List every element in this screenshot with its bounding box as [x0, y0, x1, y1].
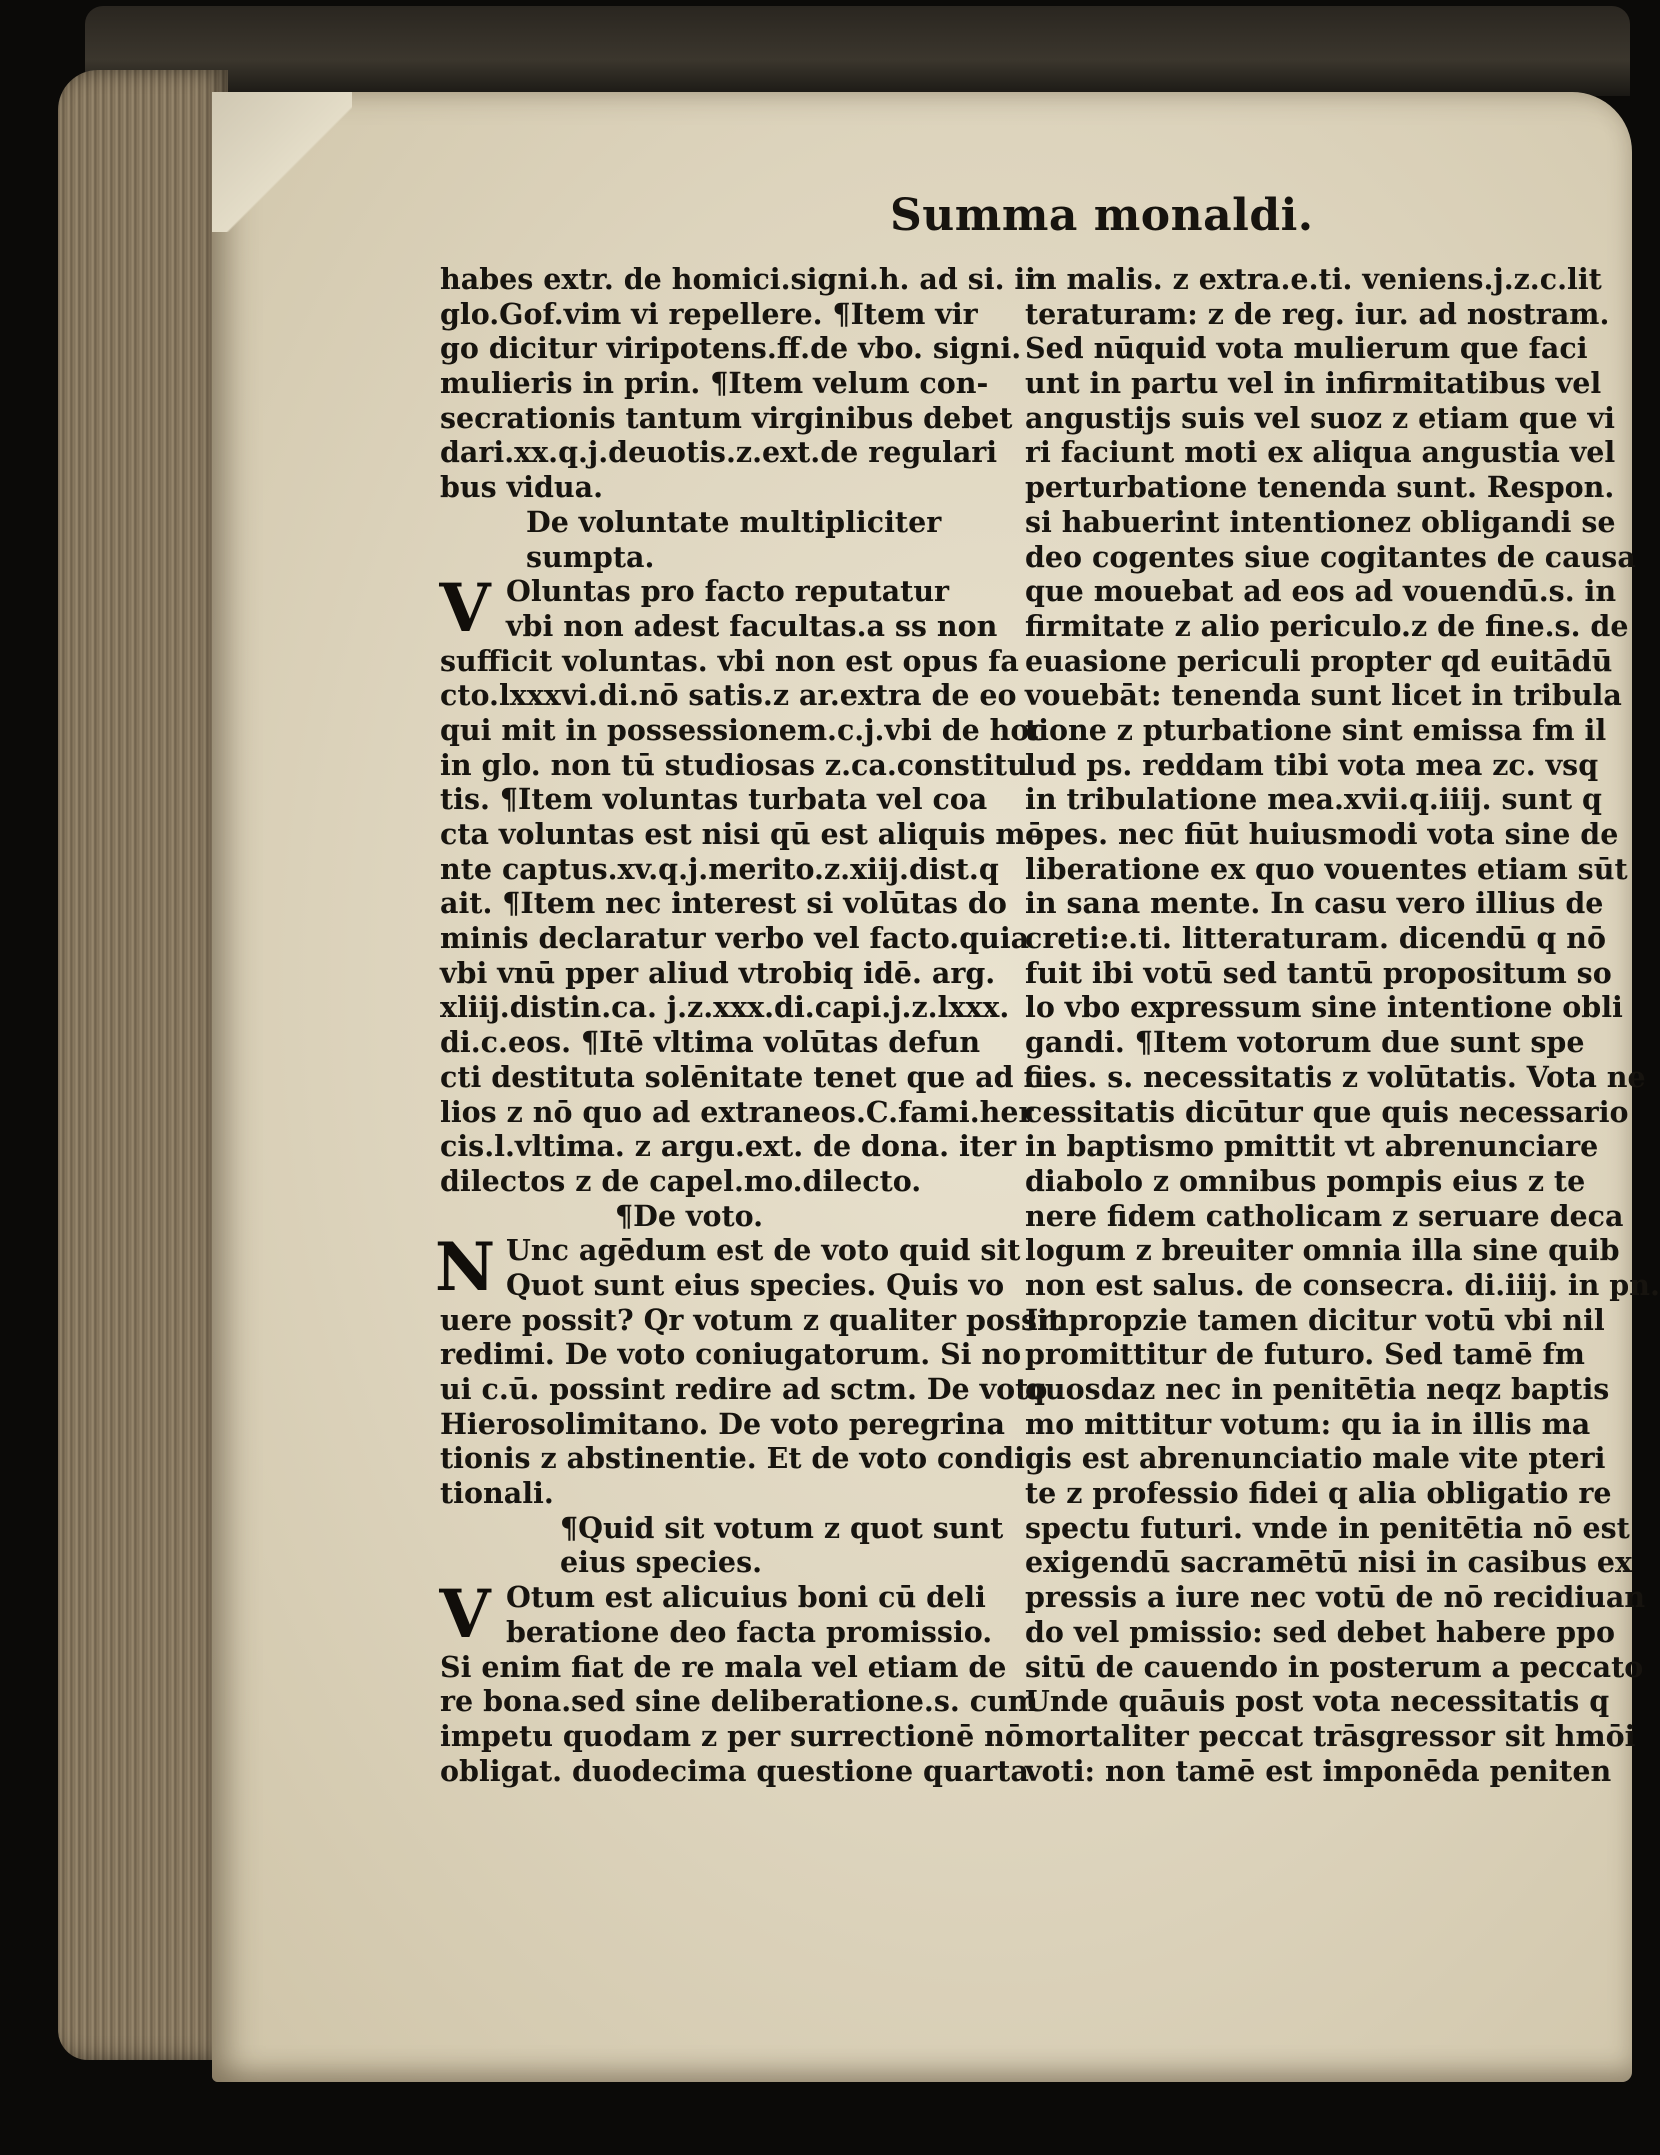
text-line: cto.lxxxvi.di.nō satis.z ar.extra de eo: [440, 678, 1017, 713]
text-line: exigendū sacramētū nisi in casibus ex: [1025, 1545, 1632, 1580]
text-line: nte captus.xv.q.j.merito.z.xiij.dist.q: [440, 851, 999, 886]
decorated-initial: N: [434, 1228, 496, 1307]
text-line: ait. ¶Item nec interest si volūtas do: [440, 886, 1007, 921]
text-line: vbi non adest facultas.a ss non: [506, 608, 998, 643]
text-line: do vel pmissio: sed debet habere ppo: [1025, 1614, 1615, 1649]
text-line: habes extr. de homici.signi.h. ad si. in: [440, 262, 1046, 296]
section-heading: sumpta.: [526, 539, 655, 574]
text-line: Unc agēdum est de voto quid sit: [506, 1233, 1021, 1268]
text-line: Otum est alicuius boni cū deli: [506, 1580, 986, 1615]
text-line: perturbatione tenenda sunt. Respon.: [1025, 470, 1615, 505]
text-line: unt in partu vel in infirmitatibus vel: [1025, 366, 1602, 401]
text-line: in glo. non tū studiosas z.ca.constitu: [440, 747, 1028, 782]
text-line: non est salus. de consecra. di.iiij. in pn.: [1025, 1267, 1660, 1302]
text-line: in baptismo pmittit vt abrenunciare: [1025, 1129, 1599, 1164]
section-heading: eius species.: [560, 1545, 763, 1580]
text-line: gis est abrenunciatio male vite pteri: [1025, 1441, 1606, 1476]
text-line: in tribulatione mea.xvii.q.iiij. sunt q: [1025, 782, 1602, 817]
text-line: mortaliter peccat trāsgressor sit hmōi: [1025, 1718, 1636, 1753]
text-line: Quot sunt eius species. Quis vo: [506, 1267, 1005, 1302]
text-line: minis declaratur verbo vel facto.quia: [440, 921, 1030, 956]
text-line: impetu quodam z per surrectionē nō: [440, 1718, 1024, 1753]
text-line: in sana mente. In casu vero illius de: [1025, 886, 1604, 921]
text-line: dilectos z de capel.mo.dilecto.: [440, 1163, 922, 1198]
text-line: uere possit? Qr votum z qualiter possit: [440, 1302, 1061, 1337]
paragraph-with-initial: [439, 1575, 1005, 1654]
text-line: Hierosolimitano. De voto peregrina: [440, 1406, 1005, 1441]
text-line: mulieris in prin. ¶Item velum con-: [440, 366, 989, 401]
text-line: promittitur de futuro. Sed tamē fm: [1025, 1337, 1585, 1372]
text-line: cta voluntas est nisi qū est aliquis mē: [440, 817, 1044, 851]
text-line: liberatione ex quo vouentes etiam sūt: [1025, 851, 1628, 886]
text-line: obligat. duodecima questione quarta: [440, 1753, 1029, 1788]
text-line: que mouebat ad eos ad vouendū.s. in: [1025, 574, 1617, 609]
text-line: voti: non tamē est imponēda peniten: [1025, 1753, 1612, 1788]
text-line: tione z pturbatione sint emissa fm il: [1025, 712, 1607, 747]
text-line: nere fidem catholicam z seruare deca: [1025, 1198, 1624, 1233]
left-paragraph-1: [440, 262, 1046, 505]
left-paragraph-3: [440, 1302, 1061, 1511]
page-corner-curl: [212, 92, 352, 232]
text-line: beratione deo facta promissio.: [506, 1614, 993, 1649]
text-line: euasione periculi propter qd euitādū: [1025, 643, 1613, 678]
left-column: [434, 262, 1061, 1788]
text-line: sufficit voluntas. vbi non est opus fa: [440, 643, 1019, 678]
text-line: logum z breuiter omnia illa sine quib: [1025, 1233, 1620, 1268]
text-line: Si enim fiat de re mala vel etiam de: [440, 1649, 1007, 1684]
text-line: pressis a iure nec votū de nō recidiuan: [1025, 1580, 1646, 1615]
text-line: xliij.distin.ca. j.z.xxx.di.capi.j.z.lxxx.: [440, 990, 1010, 1025]
text-line: di.c.eos. ¶Itē vltima volūtas defun: [440, 1025, 981, 1060]
running-title: Summa monaldi.: [890, 190, 1314, 241]
text-line: dari.xx.q.j.deuotis.z.ext.de regulari: [440, 435, 998, 470]
decorated-initial: V: [439, 1575, 491, 1654]
book-fore-edge: [58, 70, 228, 2060]
text-line: Unde quāuis post vota necessitatis q: [1025, 1684, 1610, 1719]
text-line: vbi vnū pper aliud vtrobiq idē. arg.: [440, 955, 996, 990]
text-line: cis.l.vltima. z argu.ext. de dona. iter: [440, 1129, 1017, 1164]
text-line: diabolo z omnibus pompis eius z te: [1025, 1163, 1586, 1198]
text-line: lud ps. reddam tibi vota mea zc. vsq: [1025, 747, 1599, 782]
text-line: go dicitur viripotens.ff.de vbo. signi.: [440, 331, 1022, 366]
text-line: cti destituta solēnitate tenet que ad fi: [440, 1059, 1045, 1094]
decorated-initial: V: [439, 569, 491, 648]
text-line: ri faciunt moti ex aliqua angustia vel: [1025, 435, 1616, 470]
book-top-edge: [85, 6, 1630, 96]
text-line: ui c.ū. possint redire ad sctm. De voto: [440, 1372, 1048, 1406]
text-line: deo cogentes siue cogitantes de causa: [1025, 539, 1636, 574]
text-line: qui mit in possessionem.c.j.vbi de hoc: [440, 712, 1047, 747]
text-line: vouebāt: tenenda sunt licet in tribula: [1025, 678, 1622, 713]
text-line: tis. ¶Item voluntas turbata vel coa: [440, 782, 988, 817]
text-line: gandi. ¶Item votorum due sunt spe: [1025, 1025, 1585, 1060]
text-line: redimi. De voto coniugatorum. Si no: [440, 1337, 1022, 1372]
section-heading: ¶De voto.: [615, 1198, 764, 1233]
text-line: secrationis tantum virginibus debet: [440, 400, 1013, 435]
text-line: lios z nō quo ad extraneos.C.fami.her: [440, 1094, 1034, 1129]
text-line: bus vidua.: [440, 470, 604, 505]
text-line: tionali.: [440, 1476, 554, 1511]
text-line: spectu futuri. vnde in penitētia nō est: [1025, 1510, 1630, 1545]
text-line: cessitatis dicūtur que quis necessario: [1025, 1094, 1629, 1129]
text-line: lo vbo expressum sine intentione obli: [1025, 990, 1623, 1025]
left-paragraph-2: [440, 643, 1047, 1199]
text-line: Oluntas pro facto reputatur: [506, 574, 950, 609]
text-line: angustijs suis vel suoz z etiam que vi: [1025, 400, 1615, 435]
text-line: quosdaz nec in penitētia neqz baptis: [1025, 1372, 1610, 1406]
text-line: creti:e.ti. litteraturam. dicendū q nō: [1025, 921, 1606, 956]
text-line: tionis z abstinentie. Et de voto condi: [440, 1441, 1025, 1476]
text-line: sitū de cauendo in posterum a peccato: [1025, 1649, 1644, 1684]
right-column: [1025, 262, 1660, 1788]
text-line: firmitate z alio periculo.z de fine.s. de: [1025, 608, 1629, 643]
text-line: teraturam: z de reg. iur. ad nostram.: [1025, 296, 1610, 331]
text-line: fuit ibi votū sed tantū propositum so: [1025, 955, 1612, 990]
text-line: Impropzie tamen dicitur votū vbi nil: [1025, 1302, 1605, 1337]
text-line: in malis. z extra.e.ti. veniens.j.z.c.lit: [1025, 262, 1602, 296]
text-line: cies. s. necessitatis z volūtatis. Vota ne: [1025, 1059, 1646, 1094]
section-heading: De voluntate multipliciter: [526, 504, 942, 539]
text-line: re bona.sed sine deliberatione.s. cum: [440, 1684, 1038, 1719]
text-line: Sed nūquid vota mulierum que faci: [1025, 331, 1588, 366]
text-line: opes. nec fiūt huiusmodi vota sine de: [1025, 817, 1619, 851]
left-paragraph-4: [440, 1649, 1038, 1789]
paragraph-with-initial: [434, 1228, 1021, 1307]
text-line: glo.Gof.vim vi repellere. ¶Item vir: [440, 296, 978, 331]
text-line: te z professio fidei q alia obligatio re: [1025, 1476, 1612, 1511]
text-line: mo mittitur votum: qu ia in illis ma: [1025, 1406, 1591, 1441]
section-heading: ¶Quid sit votum z quot sunt: [560, 1510, 1004, 1545]
text-line: si habuerint intentionez obligandi se: [1025, 504, 1616, 539]
paragraph-with-initial: [439, 569, 1005, 648]
